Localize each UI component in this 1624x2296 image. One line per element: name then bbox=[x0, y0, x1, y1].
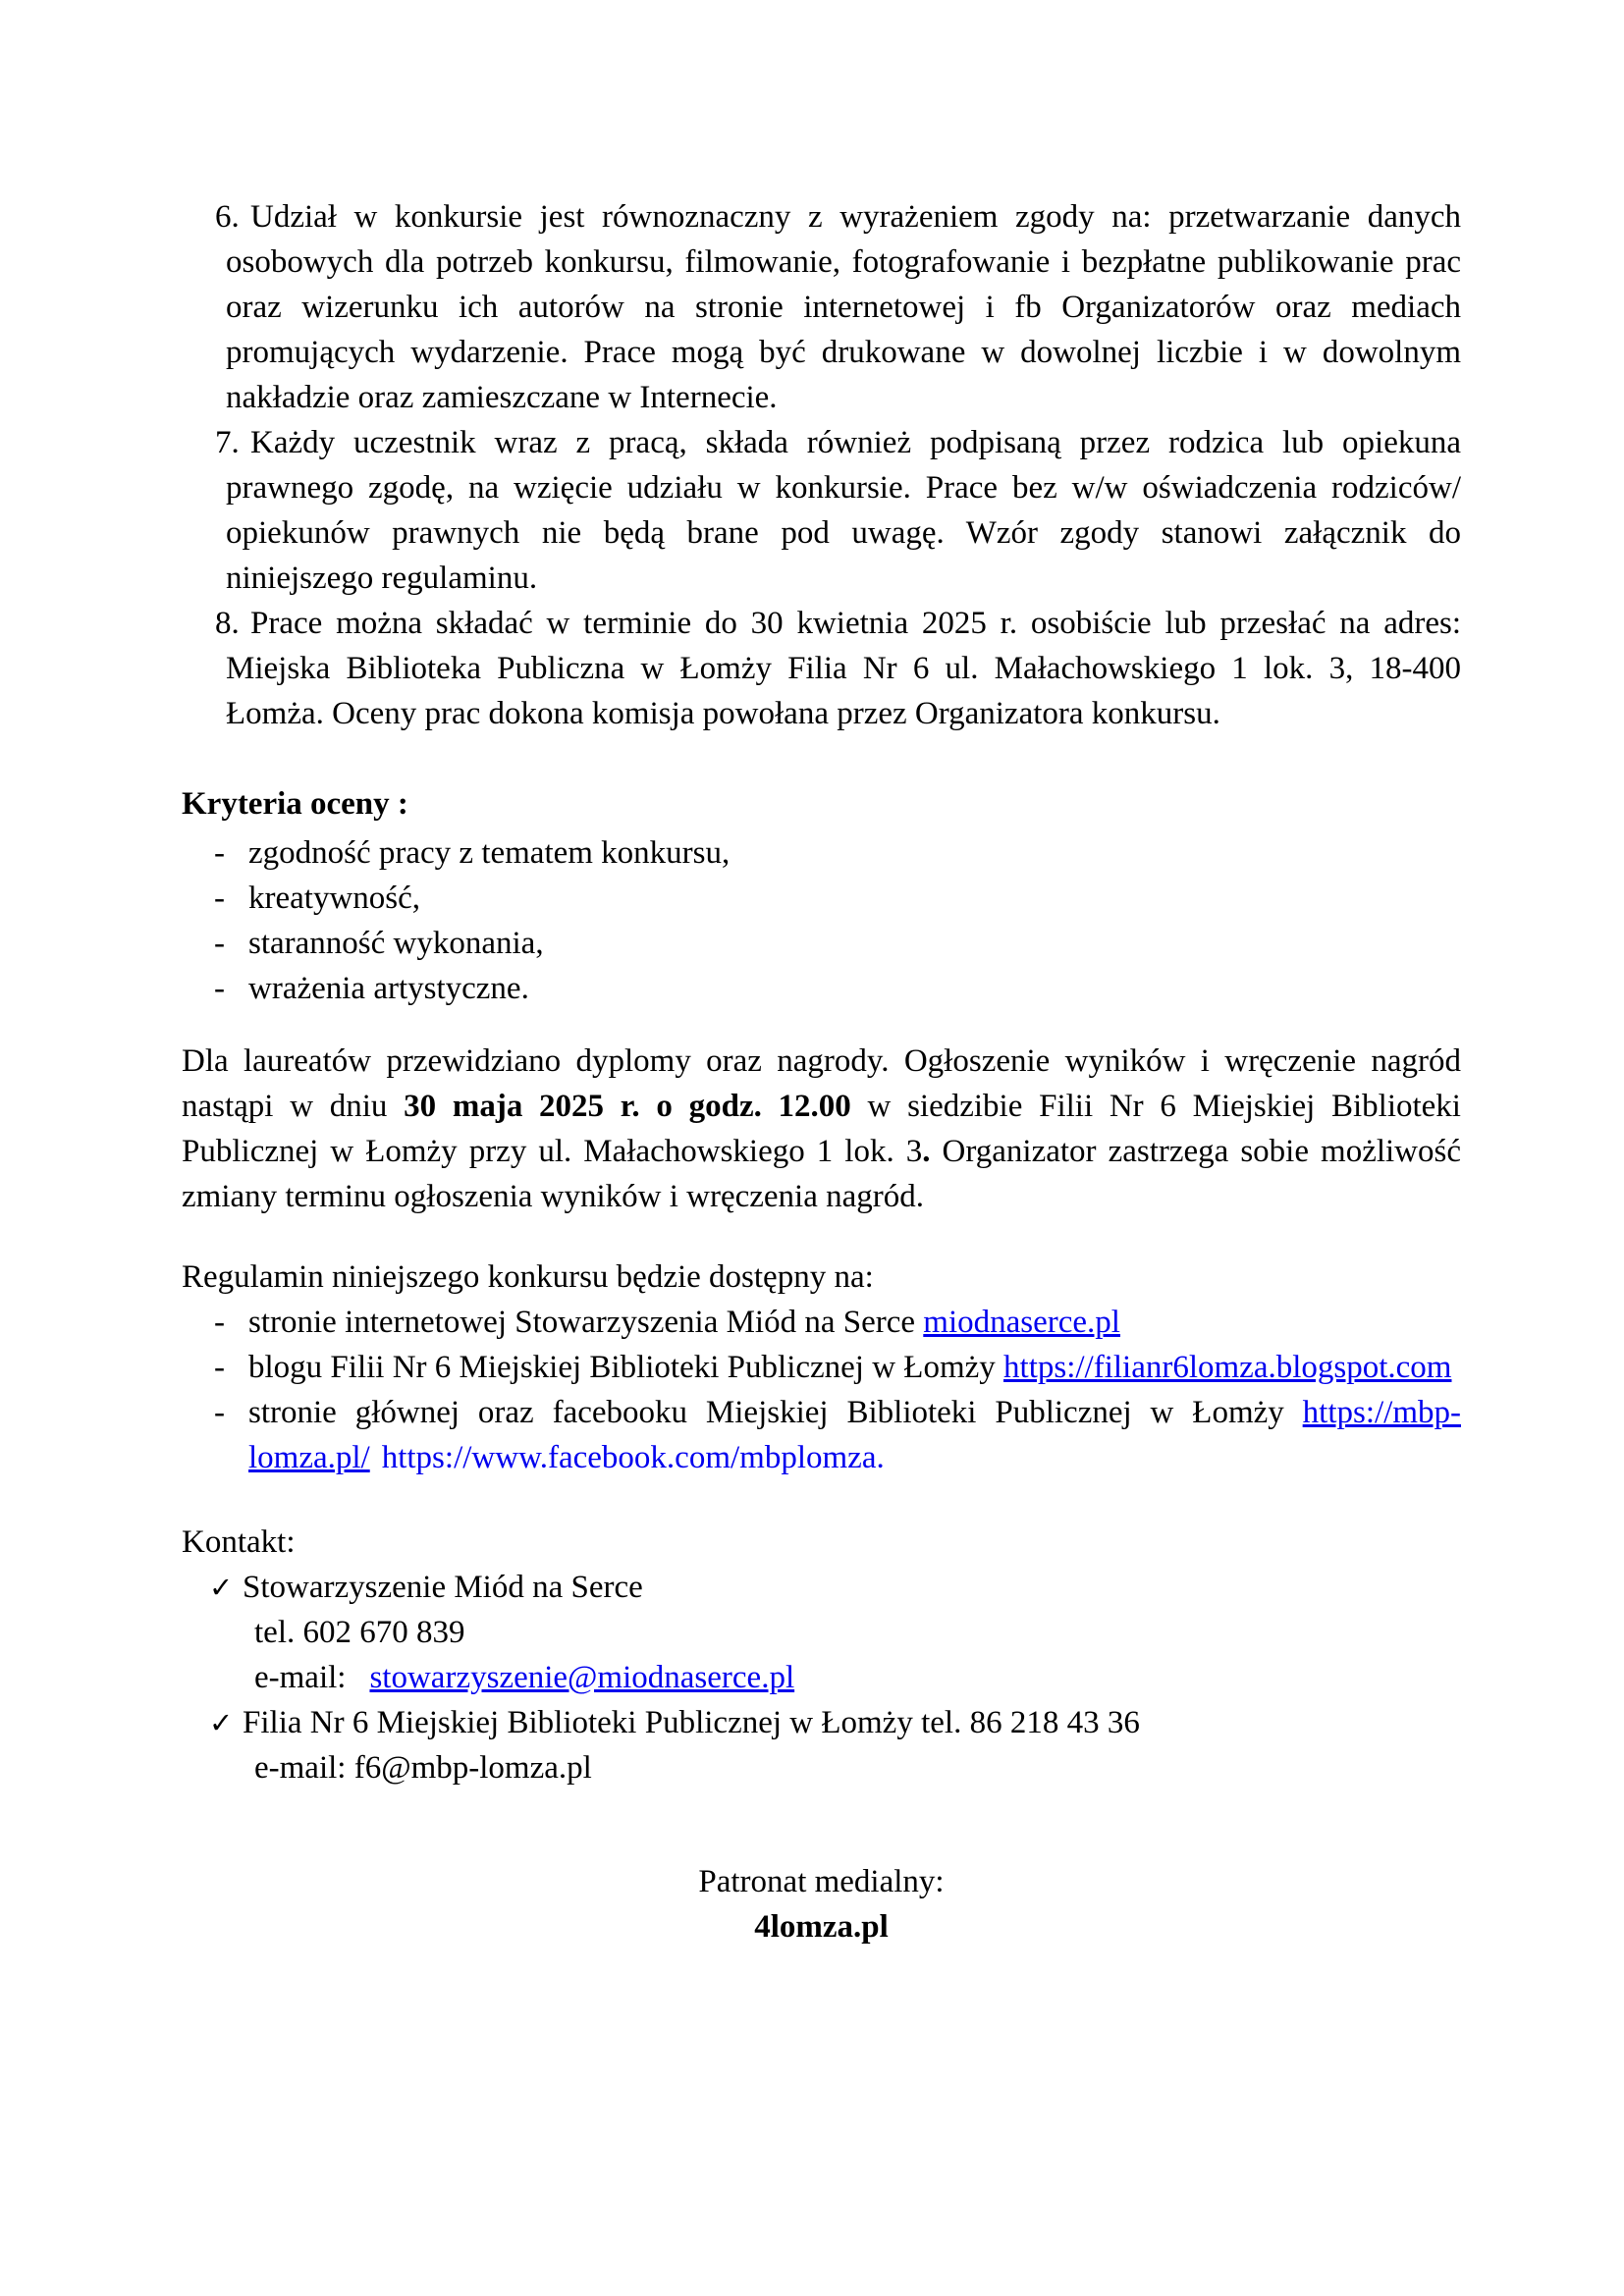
criteria-item bbox=[182, 921, 1461, 966]
criteria-item-text: wrażenia artystyczne. bbox=[248, 971, 529, 1006]
criteria-item-text: zgodność pracy z tematem konkursu, bbox=[248, 835, 731, 871]
regulations-item-website bbox=[182, 1300, 1461, 1345]
contact-email-library: e-mail: f6@mbp-lomza.pl bbox=[254, 1750, 592, 1786]
contact-item-association bbox=[182, 1565, 1461, 1610]
numbered-item-6 bbox=[182, 194, 1461, 420]
item-number-label: 7. bbox=[215, 425, 240, 460]
dash-bullet: - bbox=[214, 1350, 225, 1385]
link-mbp-lomza[interactable]: https://mbp-lomza.pl/ bbox=[248, 1395, 1461, 1475]
contact-phone: tel. 602 670 839 bbox=[254, 1615, 465, 1650]
awards-text-pre: Dla laureatów przewidziano dyplomy oraz nagrody. Ogłoszenie wyników i wręczenie nagród nastąpi w dniu bbox=[182, 1043, 1461, 1124]
contact-item-library bbox=[182, 1700, 1461, 1745]
regulations-item-text: stronie internetowej Stowarzyszenia Miód na Serce bbox=[248, 1305, 924, 1340]
regulations-item-text: blogu Filii Nr 6 Miejskiej Biblioteki Publicznej w Łomży bbox=[248, 1350, 1004, 1385]
contact-list bbox=[182, 1565, 1461, 1790]
award-date-bold: 30 maja 2025 r. o godz. 12.00 bbox=[404, 1089, 851, 1124]
criteria-item-text: staranność wykonania, bbox=[248, 926, 544, 961]
dash-bullet: - bbox=[214, 926, 225, 961]
link-email-association[interactable]: stowarzyszenie@miodnaserce.pl bbox=[369, 1660, 795, 1695]
numbered-item-7 bbox=[182, 420, 1461, 601]
email-label: e-mail: bbox=[254, 1660, 347, 1695]
awards-text-mid: w siedzibie Filii Nr 6 Miejskiej Biblioteki Publicznej w Łomży przy ul. Małachowskiego 1 lok. 3 bbox=[182, 1089, 1461, 1169]
link-facebook-mbplomza[interactable]: https://www.facebook.com/mbplomza bbox=[381, 1440, 877, 1475]
criteria-item bbox=[182, 830, 1461, 876]
contact-item-title: Filia Nr 6 Miejskiej Biblioteki Publicznej w Łomży tel. 86 218 43 36 bbox=[243, 1705, 1140, 1740]
numbered-item-8 bbox=[182, 601, 1461, 736]
awards-bold-dot: . bbox=[922, 1134, 931, 1169]
item-number-label: 6. bbox=[215, 199, 240, 235]
regulations-item-blog bbox=[182, 1345, 1461, 1390]
item-number-label: 8. bbox=[215, 606, 240, 641]
sentence-period: . bbox=[876, 1440, 885, 1475]
link-blog-filia6[interactable]: https://filianr6lomza.blogspot.com bbox=[1003, 1350, 1452, 1385]
criteria-item bbox=[182, 876, 1461, 921]
item-text: Każdy uczestnik wraz z pracą, składa również podpisaną przez rodzica lub opiekuna prawnego zgodę, na wzięcie udziału w konkursie. Prace bez w/w oświadczenia rodziców/ opiekunów prawnych nie będą brane pod uwagę. Wzór zgody stanowi załącznik do niniejszego regulaminu. bbox=[226, 425, 1461, 596]
numbered-list bbox=[182, 194, 1461, 736]
dash-bullet: - bbox=[214, 881, 225, 916]
media-patron-name: 4lomza.pl bbox=[754, 1909, 889, 1945]
awards-text-post: Organizator zastrzega sobie możliwość zmiany terminu ogłoszenia wyników i wręczenia nagród. bbox=[182, 1134, 1461, 1214]
dash-bullet: - bbox=[214, 1395, 225, 1430]
regulations-item-text: stronie głównej oraz facebooku Miejskiej Biblioteki Publicznej w Łomży bbox=[248, 1395, 1303, 1430]
regulations-intro: Regulamin niniejszego konkursu będzie dostępny na: bbox=[182, 1259, 874, 1295]
awards-paragraph bbox=[182, 1039, 1461, 1219]
contact-item-title: Stowarzyszenie Miód na Serce bbox=[243, 1570, 643, 1605]
criteria-item-text: kreatywność, bbox=[248, 881, 421, 916]
regulations-item-mainsite bbox=[182, 1390, 1461, 1480]
checkmark-icon: ✓ bbox=[209, 1706, 234, 1739]
contact-heading: Kontakt: bbox=[182, 1524, 296, 1560]
media-patronage-label: Patronat medialny: bbox=[698, 1864, 945, 1899]
item-text: Prace można składać w terminie do 30 kwietnia 2025 r. osobiście lub przesłać na adres: Miejska Biblioteka Publiczna w Łomży Filia Nr 6 ul. Małachowskiego 1 lok. 3, 18-400 Łomża. Oceny prac dokona komisja powołana przez Organizatora konkursu. bbox=[226, 606, 1461, 731]
media-patronage bbox=[182, 1859, 1461, 1949]
contact-email-row bbox=[182, 1655, 1461, 1700]
criteria-list bbox=[182, 830, 1461, 1011]
regulations-list bbox=[182, 1300, 1461, 1480]
criteria-heading: Kryteria oceny : bbox=[182, 786, 408, 822]
dash-bullet: - bbox=[214, 835, 225, 871]
checkmark-icon: ✓ bbox=[209, 1571, 234, 1604]
criteria-item bbox=[182, 966, 1461, 1011]
dash-bullet: - bbox=[214, 971, 225, 1006]
dash-bullet: - bbox=[214, 1305, 225, 1340]
link-miodnaserce[interactable]: miodnaserce.pl bbox=[923, 1305, 1120, 1340]
item-text: Udział w konkursie jest równoznaczny z wyrażeniem zgody na: przetwarzanie danych osobowych dla potrzeb konkursu, filmowanie, fotografowanie i bezpłatne publikowanie prac oraz wizerunku ich autorów na stronie internetowej i fb Organizatorów oraz mediach promujących wydarzenie. Prace mogą być drukowane w dowolnej liczbie i w dowolnym nakładzie oraz zamieszczane w Internecie. bbox=[226, 199, 1461, 415]
